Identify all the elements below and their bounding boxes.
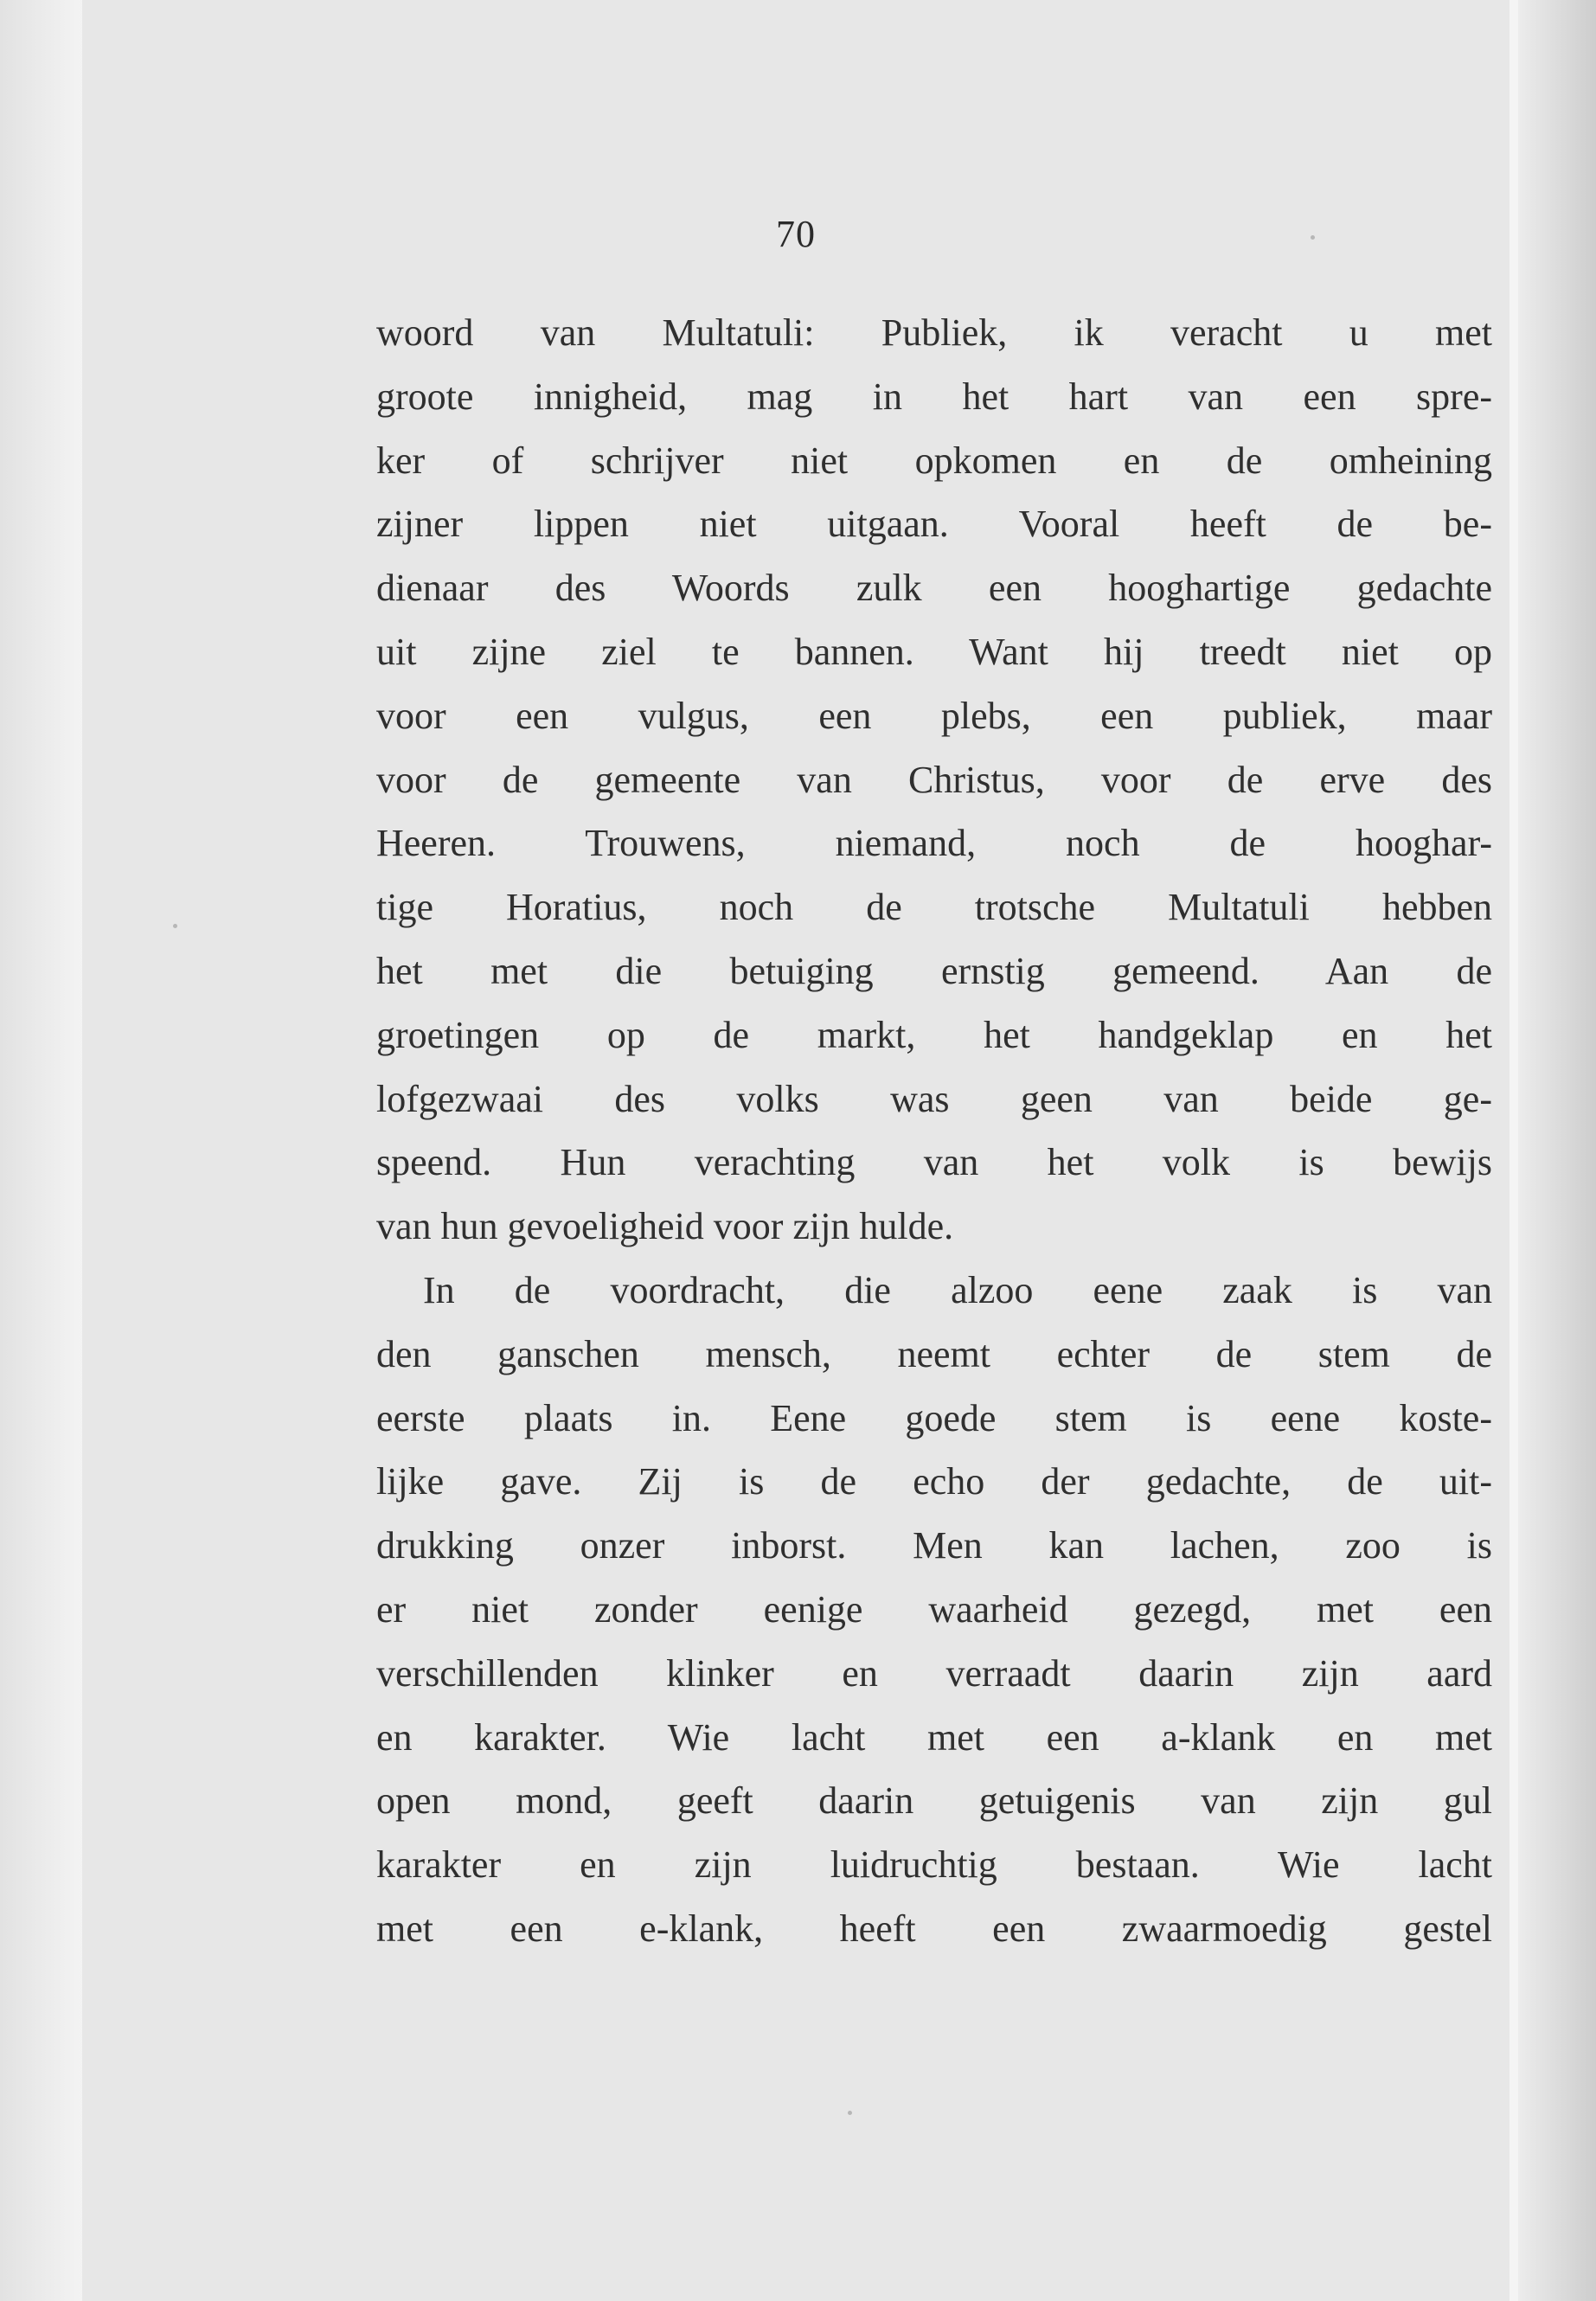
text-line: groote innigheid, mag in het hart van een spre- <box>376 375 1492 418</box>
text-line: en karakter. Wie lacht met een a-klank en met <box>376 1715 1492 1759</box>
paper-speck <box>848 2111 852 2115</box>
text-line: voor de gemeente van Christus, voor de erve des <box>376 758 1492 801</box>
text-line: tige Horatius, noch de trotsche Multatuli hebben <box>376 886 1492 929</box>
text-line: den ganschen mensch, neemt echter de stem de <box>376 1332 1492 1375</box>
paragraph-start-line: In de voordracht, die alzoo eene zaak is van <box>423 1268 1492 1311</box>
text-line: speend. Hun verachting van het volk is bewijs <box>376 1141 1492 1184</box>
text-line: lijke gave. Zij is de echo der gedachte, de uit- <box>376 1460 1492 1503</box>
paragraph-end-line: van hun gevoeligheid voor zijn hulde. <box>376 1205 954 1248</box>
scan-margin-left <box>0 0 87 2301</box>
text-line: eerste plaats in. Eene goede stem is eene koste- <box>376 1396 1492 1439</box>
scan-margin-right <box>1518 0 1596 2301</box>
text-line: voor een vulgus, een plebs, een publiek, maar <box>376 694 1492 737</box>
text-line: uit zijne ziel te bannen. Want hij treedt niet op <box>376 630 1492 673</box>
text-line: groetingen op de markt, het handgeklap en het <box>376 1013 1492 1056</box>
body-text <box>376 301 1492 1961</box>
paper-speck <box>1311 235 1315 240</box>
text-line: zijner lippen niet uitgaan. Vooral heeft de be- <box>376 503 1492 546</box>
text-line: open mond, geeft daarin getuigenis van zijn gul <box>376 1779 1492 1823</box>
text-line: verschillenden klinker en verraadt daarin zijn aard <box>376 1651 1492 1695</box>
paper-speck <box>173 924 177 928</box>
text-line: lofgezwaai des volks was geen van beide ge- <box>376 1077 1492 1120</box>
text-line: drukking onzer inborst. Men kan lachen, zoo is <box>376 1524 1492 1567</box>
text-line: er niet zonder eenige waarheid gezegd, met een <box>376 1587 1492 1631</box>
text-line: karakter en zijn luidruchtig bestaan. Wie lacht <box>376 1843 1492 1887</box>
text-line: het met die betuiging ernstig gemeend. Aan de <box>376 949 1492 992</box>
text-line: Heeren. Trouwens, niemand, noch de hooghar- <box>376 822 1492 865</box>
text-line: met een e-klank, heeft een zwaarmoedig gestel <box>376 1907 1492 1950</box>
text-line: ker of schrijver niet opkomen en de omheining <box>376 439 1492 482</box>
text-line: dienaar des Woords zulk een hooghartige gedachte <box>376 567 1492 610</box>
book-page <box>82 0 1509 2301</box>
text-line: woord van Multatuli: Publiek, ik veracht u met <box>376 311 1492 354</box>
page-number: 70 <box>776 213 816 255</box>
